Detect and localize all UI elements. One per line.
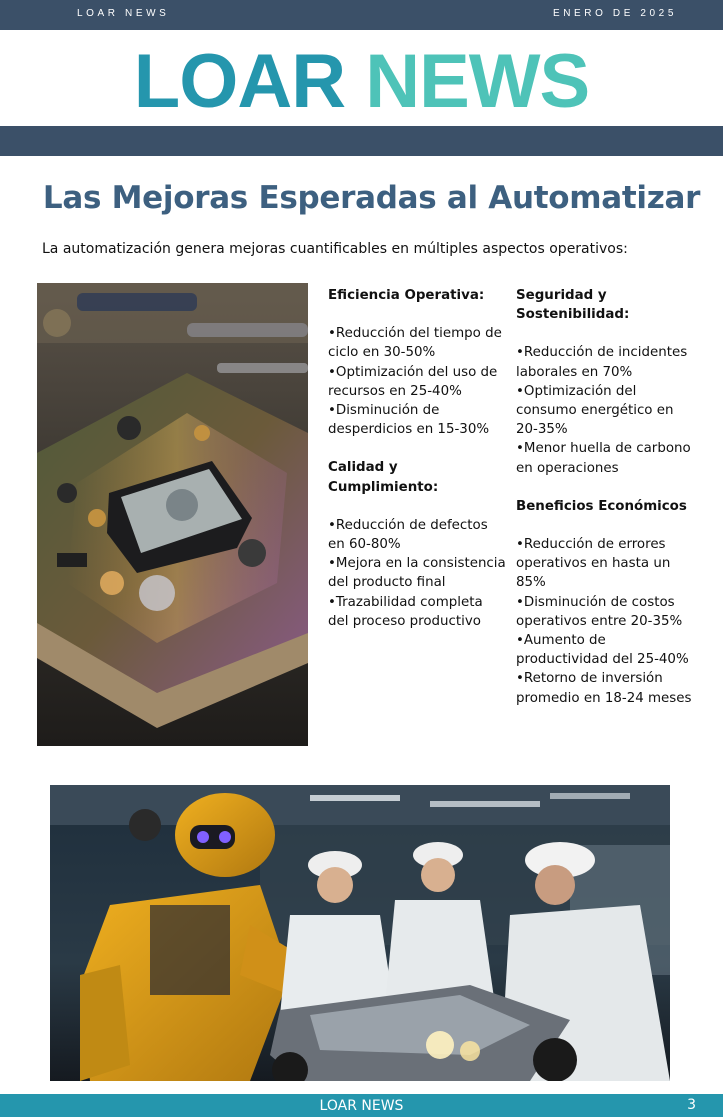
heading-seguridad: Seguridad y Sostenibilidad: [516,288,630,323]
list-item: •Retorno de inversión promedio en 18-24 meses [516,671,692,706]
list-item: •Disminución de costos operativos entre 20-35% [516,594,683,629]
column-left [328,286,506,631]
masthead [0,30,723,125]
list-item: •Aumento de productividad del 25-40% [516,633,689,668]
top-bar [0,0,723,30]
logo-word-2: NEWS [365,39,590,124]
list-item: •Reducción de errores operativos en hasta un 85% [516,537,671,591]
divider-band [0,126,723,156]
article-intro: La automatización genera mejoras cuantificables en múltiples aspectos operativos: [42,241,628,257]
logo-word-1: LOAR [133,39,346,124]
logo [133,39,590,124]
list-item: •Trazabilidad completa del proceso productivo [328,594,483,629]
footer-label: LOAR NEWS [319,1098,404,1114]
list-item: •Mejora en la consistencia del producto final [328,556,506,591]
factory-robot-photo [50,785,670,1081]
page-number: 3 [687,1097,696,1113]
article-title: Las Mejoras Esperadas al Automatizar [42,180,701,216]
heading-calidad: Calidad y Cumplimiento: [328,460,439,495]
list-item: •Reducción del tiempo de ciclo en 30-50% [328,326,502,361]
issue-date: ENERO DE 2025 [552,8,677,19]
list-item: •Disminución de desperdicios en 15-30% [328,403,490,438]
column-right [516,286,698,708]
list-item: •Menor huella de carbono en operaciones [516,441,691,476]
list-item: •Reducción de defectos en 60-80% [328,517,488,553]
page-footer [0,1094,723,1117]
list-item: •Optimización del uso de recursos en 25-40% [328,364,498,399]
brand-small: LOAR NEWS [77,8,170,19]
heading-economicos: Beneficios Económicos [516,498,687,514]
list-item: •Optimización del consumo energético en 20-35% [516,383,674,438]
circuit-board-photo [37,283,308,746]
heading-eficiencia: Eficiencia Operativa: [328,288,485,303]
list-item: •Reducción de incidentes laborales en 70% [516,345,688,380]
